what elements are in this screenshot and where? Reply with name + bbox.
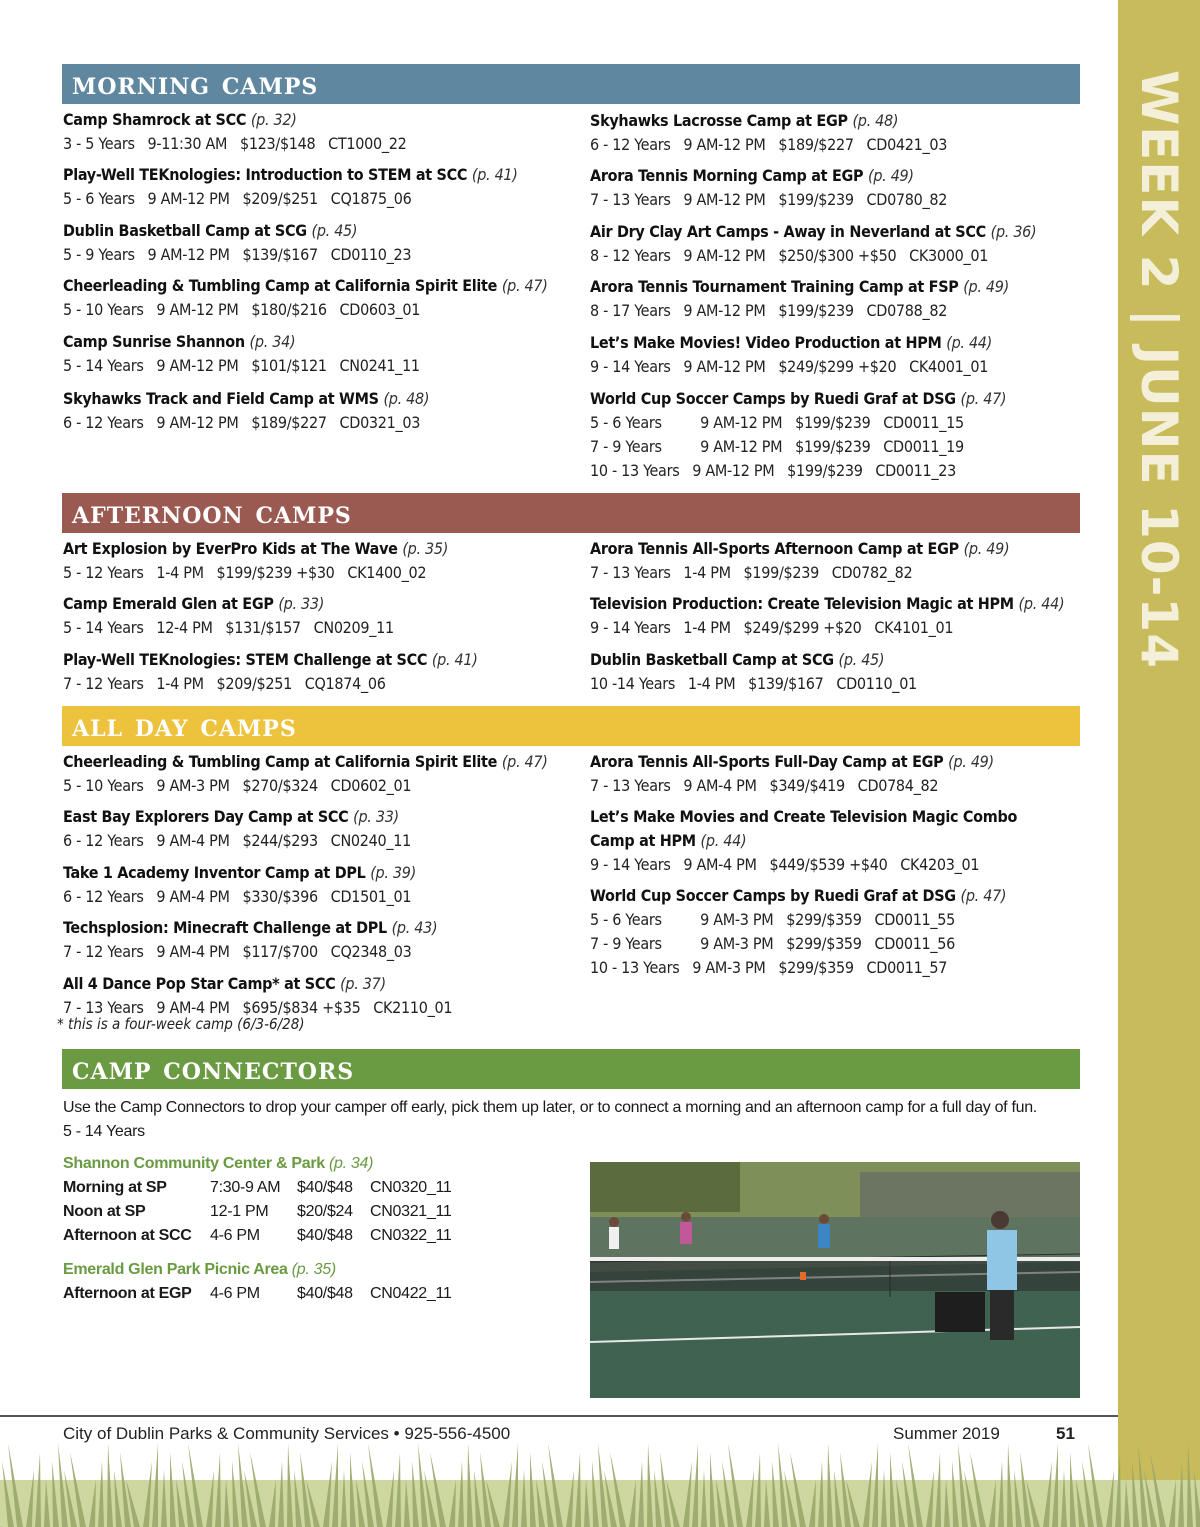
camp-details: 9 - 14 Years 1-4 PM $249/$299 +$20 CK4101_01	[590, 618, 954, 637]
camp-entry	[63, 219, 583, 267]
camp-entry	[590, 387, 1110, 483]
page-reference: (p. 44)	[1018, 594, 1065, 613]
camp-entry	[63, 861, 583, 909]
location-title: Shannon Community Center & Park (p. 34)	[63, 1155, 374, 1172]
camp-title: Camp Shamrock at SCC (p. 32)	[63, 110, 297, 129]
camp-entry	[590, 275, 1110, 323]
footer-org: City of Dublin Parks & Community Services • 925-556-4500	[63, 1424, 511, 1443]
page-reference: (p. 47)	[501, 752, 548, 771]
location-title: Emerald Glen Park Picnic Area (p. 35)	[63, 1261, 336, 1278]
camp-entry	[590, 331, 1110, 379]
camp-entry	[590, 750, 1110, 798]
camp-title: Take 1 Academy Inventor Camp at DPL (p. 39)	[63, 863, 416, 882]
camp-title: East Bay Explorers Day Camp at SCC (p. 33)	[63, 807, 399, 826]
page-reference: (p. 36)	[990, 222, 1037, 241]
grass-decoration	[0, 1440, 1200, 1527]
page-number: 51	[1056, 1424, 1075, 1443]
camp-entry	[63, 108, 583, 156]
camp-title: Cheerleading & Tumbling Camp at California Spirit Elite (p. 47)	[63, 276, 548, 295]
camp-entry	[63, 274, 583, 322]
camp-entry	[63, 163, 583, 211]
connectors-description: Use the Camp Connectors to drop your camper off early, pick them up later, or to connect a morning and an afternoon camp for a full day of fun. 5 - 14 Years	[63, 1096, 1103, 1144]
camp-details: 5 - 9 Years 9 AM-12 PM $139/$167 CD0110_23	[63, 245, 412, 264]
camp-details: 6 - 12 Years 9 AM-12 PM $189/$227 CD0421_03	[590, 135, 948, 154]
camp-details: 5 - 6 Years 9 AM-3 PM $299/$359 CD0011_55	[590, 910, 956, 929]
camp-title: Camp Sunrise Shannon (p. 34)	[63, 332, 296, 351]
camp-entry	[590, 884, 1110, 980]
camp-title: Skyhawks Lacrosse Camp at EGP (p. 48)	[590, 111, 899, 130]
camp-details: 5 - 14 Years 12-4 PM $131/$157 CN0209_11	[63, 618, 394, 637]
camp-details: 7 - 9 Years 9 AM-12 PM $199/$239 CD0011_19	[590, 437, 964, 456]
camp-details: 10 - 13 Years 9 AM-3 PM $299/$359 CD0011_57	[590, 958, 948, 977]
camp-title: Camp Emerald Glen at EGP (p. 33)	[63, 594, 325, 613]
camp-entry	[590, 648, 1110, 696]
page-reference: (p. 39)	[370, 863, 416, 882]
camp-title: Arora Tennis Tournament Training Camp at FSP (p. 49)	[590, 277, 1009, 296]
camp-details: 9 - 14 Years 9 AM-4 PM $449/$539 +$40 CK4203_01	[590, 855, 980, 874]
page-reference: (p. 47)	[501, 276, 548, 295]
camp-details: 7 - 12 Years 9 AM-4 PM $117/$700 CQ2348_03	[63, 942, 412, 961]
tennis-court-illustration	[590, 1162, 1080, 1398]
camp-entry	[63, 537, 583, 585]
page-reference: (p. 37)	[340, 974, 386, 993]
camp-details: 5 - 6 Years 9 AM-12 PM $199/$239 CD0011_15	[590, 413, 964, 432]
page-reference: (p. 44)	[946, 333, 992, 352]
page-reference: (p. 49)	[868, 166, 914, 185]
camp-entry	[590, 537, 1110, 585]
page-reference: (p. 47)	[960, 886, 1007, 905]
camp-details: 3 - 5 Years 9-11:30 AM $123/$148 CT1000_22	[63, 134, 407, 153]
camp-entry	[590, 592, 1110, 640]
camp-details: 8 - 17 Years 9 AM-12 PM $199/$239 CD0788_82	[590, 301, 948, 320]
camp-details: 6 - 12 Years 9 AM-4 PM $244/$293 CN0240_11	[63, 831, 411, 850]
camp-details: 7 - 13 Years 9 AM-4 PM $349/$419 CD0784_82	[590, 776, 939, 795]
camp-title: Play-Well TEKnologies: STEM Challenge at SCC (p. 41)	[63, 650, 478, 669]
camp-title: Television Production: Create Television Magic at HPM (p. 44)	[590, 594, 1065, 613]
page-reference: (p. 32)	[250, 110, 297, 129]
camp-details: 5 - 10 Years 9 AM-3 PM $270/$324 CD0602_01	[63, 776, 412, 795]
page-reference: (p. 44)	[700, 831, 747, 850]
page-reference: (p. 45)	[311, 221, 358, 240]
camp-title: Arora Tennis All-Sports Afternoon Camp at EGP (p. 49)	[590, 539, 1010, 558]
camp-title: Cheerleading & Tumbling Camp at California Spirit Elite (p. 47)	[63, 752, 548, 771]
camp-details: 7 - 13 Years 9 AM-4 PM $695/$834 +$35 CK2110_01	[63, 998, 453, 1017]
camp-details: 10 - 13 Years 9 AM-12 PM $199/$239 CD0011_23	[590, 461, 956, 480]
camp-entry	[63, 648, 583, 696]
morning-camps-header: morning camps	[62, 64, 1080, 104]
camp-entry	[63, 750, 583, 798]
camp-title: All 4 Dance Pop Star Camp* at SCC (p. 37)	[63, 974, 386, 993]
camp-title: Let’s Make Movies! Video Production at HPM (p. 44)	[590, 333, 992, 352]
page-reference: (p. 47)	[960, 389, 1007, 408]
camp-title: Techsplosion: Minecraft Challenge at DPL (p. 43)	[63, 918, 438, 937]
camp-entry	[63, 387, 583, 435]
camp-title: Art Explosion by EverPro Kids at The Wave (p. 35)	[63, 539, 449, 558]
camp-entry	[57, 972, 583, 1033]
camp-details: 6 - 12 Years 9 AM-12 PM $189/$227 CD0321_03	[63, 413, 421, 432]
page-reference: (p. 33)	[353, 807, 399, 826]
page-reference: (p. 49)	[948, 752, 994, 771]
camp-title: Play-Well TEKnologies: Introduction to STEM at SCC (p. 41)	[63, 165, 518, 184]
camp-details: 7 - 13 Years 1-4 PM $199/$239 CD0782_82	[590, 563, 913, 582]
camp-entry	[63, 916, 583, 964]
tennis-court-photo	[590, 1162, 1080, 1398]
camp-entry	[63, 330, 583, 378]
camp-details: 7 - 12 Years 1-4 PM $209/$251 CQ1874_06	[63, 674, 386, 693]
camp-details: 5 - 14 Years 9 AM-12 PM $101/$121 CN0241_11	[63, 356, 420, 375]
camp-entry	[63, 592, 583, 640]
camp-details: 9 - 14 Years 9 AM-12 PM $249/$299 +$20 CK4001_01	[590, 357, 989, 376]
all-day-camps-header: all day camps	[62, 706, 1080, 746]
page-reference: (p. 34)	[249, 332, 296, 351]
camp-title: Let’s Make Movies and Create Television Magic Combo Camp at HPM (p. 44)	[590, 807, 1018, 850]
page-reference: (p. 41)	[471, 165, 518, 184]
camp-entry	[590, 805, 1110, 877]
camp-entry	[590, 164, 1110, 212]
camp-entry	[590, 109, 1110, 157]
camp-details: 7 - 9 Years 9 AM-3 PM $299/$359 CD0011_56	[590, 934, 956, 953]
camp-footnote: * this is a four-week camp (6/3-6/28)	[57, 1015, 305, 1033]
page-reference: (p. 49)	[963, 539, 1010, 558]
footer-rule	[0, 1415, 1118, 1417]
camp-entry	[590, 220, 1110, 268]
camp-entry	[63, 805, 583, 853]
page-reference: (p. 48)	[852, 111, 899, 130]
camp-title: World Cup Soccer Camps by Ruedi Graf at DSG (p. 47)	[590, 389, 1007, 408]
connectors-ages: 5 - 14 Years	[63, 1123, 145, 1140]
camp-title: Dublin Basketball Camp at SCG (p. 45)	[590, 650, 885, 669]
week-label: WEEK 2 | JUNE 10-14	[1130, 70, 1188, 670]
camp-details: 10 -14 Years 1-4 PM $139/$167 CD0110_01	[590, 674, 917, 693]
page-reference: (p. 33)	[278, 594, 325, 613]
camp-details: 5 - 10 Years 9 AM-12 PM $180/$216 CD0603_01	[63, 300, 421, 319]
page-reference: (p. 35)	[402, 539, 449, 558]
afternoon-camps-header: afternoon camps	[62, 493, 1080, 533]
camp-connectors-header: camp connectors	[62, 1049, 1080, 1089]
camp-title: Arora Tennis Morning Camp at EGP (p. 49)	[590, 166, 914, 185]
camp-details: 5 - 12 Years 1-4 PM $199/$239 +$30 CK1400_02	[63, 563, 427, 582]
page-reference: (p. 48)	[383, 389, 430, 408]
camp-details: 7 - 13 Years 9 AM-12 PM $199/$239 CD0780_82	[590, 190, 948, 209]
camp-details: 5 - 6 Years 9 AM-12 PM $209/$251 CQ1875_06	[63, 189, 412, 208]
page-reference: (p. 43)	[391, 918, 438, 937]
page-reference: (p. 41)	[431, 650, 478, 669]
camp-details: 6 - 12 Years 9 AM-4 PM $330/$396 CD1501_01	[63, 887, 412, 906]
footer-season: Summer 2019	[893, 1424, 1000, 1443]
page-reference: (p. 45)	[838, 650, 885, 669]
page-reference: (p. 49)	[963, 277, 1009, 296]
camp-title: Air Dry Clay Art Camps - Away in Neverland at SCC (p. 36)	[590, 222, 1037, 241]
camp-title: Dublin Basketball Camp at SCG (p. 45)	[63, 221, 358, 240]
camp-details: 8 - 12 Years 9 AM-12 PM $250/$300 +$50 CK3000_01	[590, 246, 989, 265]
camp-title: Arora Tennis All-Sports Full-Day Camp at EGP (p. 49)	[590, 752, 994, 771]
camp-title: Skyhawks Track and Field Camp at WMS (p. 48)	[63, 389, 430, 408]
camp-title: World Cup Soccer Camps by Ruedi Graf at DSG (p. 47)	[590, 886, 1007, 905]
